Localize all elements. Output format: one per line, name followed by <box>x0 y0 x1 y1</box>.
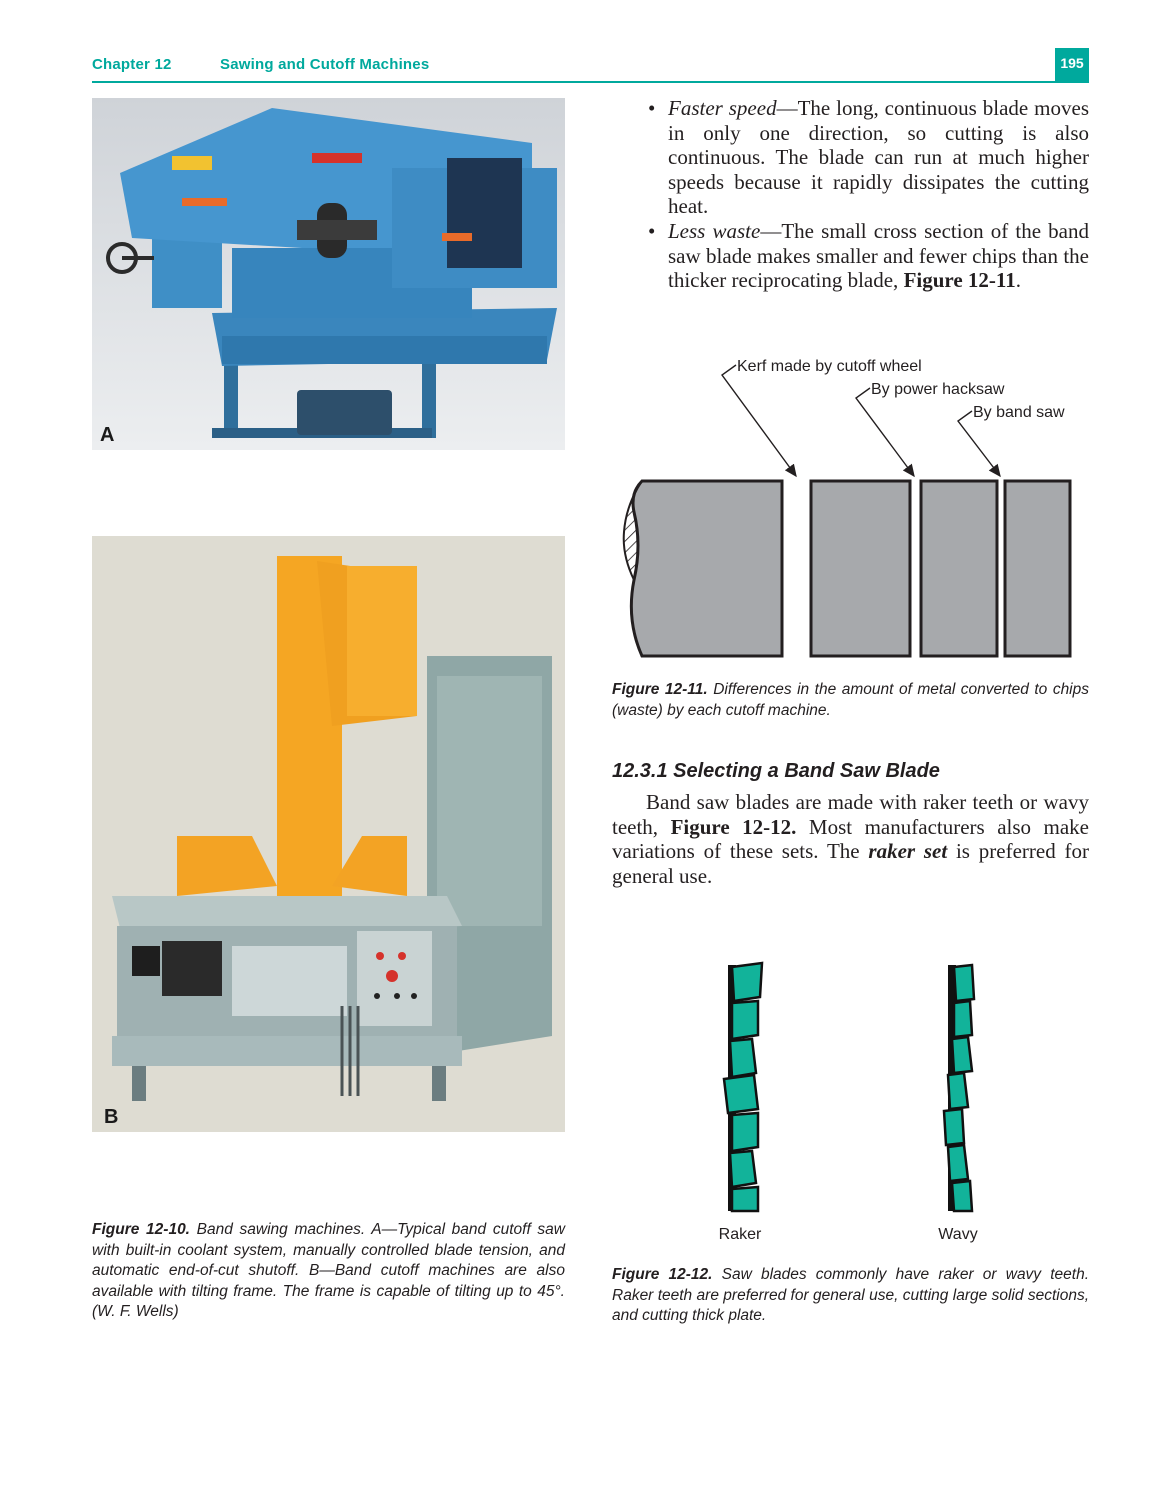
raker-blade <box>724 963 762 1211</box>
bullet-term: Less waste <box>668 218 761 243</box>
kerf-comparison-svg <box>612 350 1089 665</box>
figure-12-11-diagram <box>612 350 1089 665</box>
figure-12-12-caption-text: Saw blades commonly have raker or wavy teeth. Raker teeth are preferred for general use, cutting large solid sections, and cutting thick plate. <box>612 1266 1089 1324</box>
photo-b-label: B <box>104 1106 119 1128</box>
photo-a-band-cutoff-saw <box>92 98 565 450</box>
header-rule <box>92 81 1089 83</box>
leader-cutoff-wheel <box>722 365 796 476</box>
wavy-label: Wavy <box>938 1226 978 1243</box>
term-raker-set: raker set <box>868 839 948 864</box>
figure-12-10-caption-text: Band sawing machines. A—Typical band cutoff saw with built-in coolant system, manually controlled blade tension, and automatic end-of-cut shutoff. B—Band cutoff machines are also available with tilting frame. The frame is capable of tilting up to 45°. (W. F. Wells) <box>92 1221 565 1320</box>
bullet-term: Faster speed <box>668 96 777 120</box>
photo-b-tilting-band-saw <box>92 536 565 1132</box>
page-number: 195 <box>1055 48 1089 81</box>
section-heading: 12.3.1 Selecting a Band Saw Blade <box>612 760 940 782</box>
para-text-2: Most manufacturers also make variations of these sets. The <box>612 814 1089 864</box>
bullet-dot: • <box>648 96 656 120</box>
para-text-3: is preferred for general use. <box>612 839 1089 888</box>
figure-ref: Figure 12-12. <box>670 814 797 839</box>
figure-12-12-caption <box>612 1265 1089 1327</box>
figure-12-12-diagram <box>612 955 1089 1245</box>
figure-12-10-caption-label: Figure 12-10. <box>92 1221 190 1238</box>
chapter-label: Chapter 12 <box>92 56 172 73</box>
photo-a-illustration <box>92 98 565 450</box>
para-text-1: Band saw blades are made with raker teeth or wavy teeth, <box>612 790 1089 839</box>
photo-a-label: A <box>100 424 115 446</box>
wavy-blade <box>944 965 974 1211</box>
label-band-saw: By band saw <box>973 404 1065 421</box>
label-power-hacksaw: By power hacksaw <box>871 381 1005 398</box>
bar-piece-1 <box>631 481 782 656</box>
bullet-text: —The small cross section of the band saw blade makes smaller and fewer chips than the thicker reciprocating blade, <box>668 218 1089 293</box>
bullet-end: . <box>1015 268 1022 293</box>
photo-b-illustration <box>92 536 565 1132</box>
bullet-dot: • <box>648 218 656 243</box>
figure-ref: Figure 12-11 <box>903 268 1016 293</box>
advantages-list <box>648 96 1089 293</box>
chapter-title: Sawing and Cutoff Machines <box>220 56 430 73</box>
label-cutoff-wheel: Kerf made by cutoff wheel <box>737 358 922 375</box>
bullet-less-waste <box>648 219 1089 293</box>
figure-12-11-caption <box>612 680 1089 721</box>
figure-12-10-caption <box>92 1220 565 1323</box>
blade-sets-svg <box>612 955 1089 1245</box>
section-paragraph <box>612 790 1089 888</box>
bar-piece-2 <box>811 481 910 656</box>
figure-12-12-caption-label: Figure 12-12. <box>612 1266 713 1283</box>
bullet-text: —The long, continuous blade moves in only one direction, so cutting is also continuous. The blade can run at much higher speeds because it rapidly dissipates the cutting heat. <box>668 96 1089 219</box>
figure-12-11-caption-text: Differences in the amount of metal converted to chips (waste) by each cutoff machine. <box>612 681 1090 719</box>
bar-piece-4 <box>1005 481 1070 656</box>
leader-power-hacksaw <box>856 388 914 476</box>
bullet-faster-speed <box>648 96 1089 219</box>
bar-piece-3 <box>921 481 997 656</box>
figure-12-11-caption-label: Figure 12-11. <box>612 681 708 698</box>
raker-label: Raker <box>718 1226 762 1243</box>
